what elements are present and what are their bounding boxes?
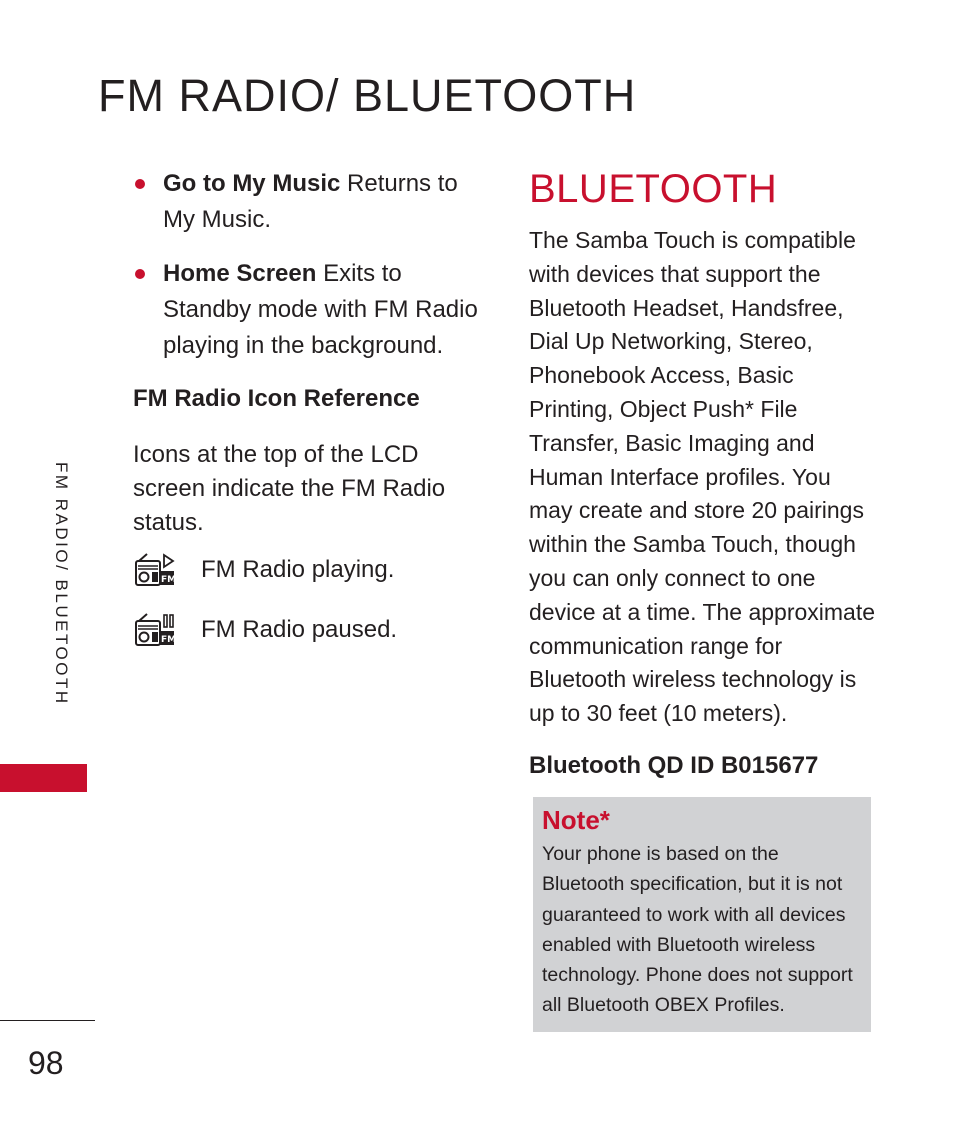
bullet-term: Go to My Music (163, 170, 341, 197)
fm-radio-playing-icon (133, 553, 177, 587)
svg-text:FM: FM (161, 575, 177, 585)
bullet-dot-icon (135, 179, 145, 189)
bullet-desc: Exits to Standby mode with FM Radio playing in the background. (163, 260, 478, 359)
bullet-home-screen (133, 256, 483, 364)
icon-label-paused: FM Radio paused. (201, 616, 398, 643)
section-title: BLUETOOTH (529, 167, 778, 211)
bluetooth-body: The Samba Touch is compatible with devices that support the Bluetooth Headset, Handsfree, Dial Up Networking, Stereo, Phonebook Access, Basic Printing, Object Push* File Transfer, Basic Imaging and Human Interface profiles. You may create and store 20 pairings within the Samba Touch, though you can only connect to one device at a time. The approximate communication range for Bluetooth wireless technology is up to 30 feet (10 meters). (529, 227, 876, 727)
note-title: Note* (542, 805, 610, 835)
svg-text:FM: FM (161, 635, 177, 645)
note-box (533, 797, 871, 1032)
bullet-dot-icon (135, 269, 145, 279)
icon-reference-heading: FM Radio Icon Reference (133, 385, 420, 412)
note-text: Your phone is based on the Bluetooth specification, but it is not guaranteed to work with all devices enabled with Bluetooth wireless technology. Phone does not support all Bluetooth OBEX Profiles. (542, 843, 853, 1017)
page-header: FM RADIO/ BLUETOOTH (98, 70, 637, 121)
fm-radio-paused-icon (133, 613, 177, 647)
page-number: 98 (28, 1045, 64, 1081)
bullet-go-to-my-music (133, 166, 483, 238)
side-tab-marker (0, 764, 87, 792)
icon-reference-text: Icons at the top of the LCD screen indicate the FM Radio status. (133, 441, 446, 536)
footer-rule (0, 1020, 95, 1021)
bullet-desc: Returns to My Music. (163, 170, 458, 233)
bluetooth-qd-id: Bluetooth QD ID B015677 (529, 751, 819, 779)
icon-label-playing: FM Radio playing. (201, 556, 395, 583)
bullet-term: Home Screen (163, 260, 317, 287)
right-column (529, 166, 879, 783)
icon-row-paused (133, 610, 483, 650)
icon-row-playing (133, 550, 483, 590)
side-tab-label: FM RADIO/ BLUETOOTH (52, 462, 71, 706)
left-column (133, 166, 483, 650)
